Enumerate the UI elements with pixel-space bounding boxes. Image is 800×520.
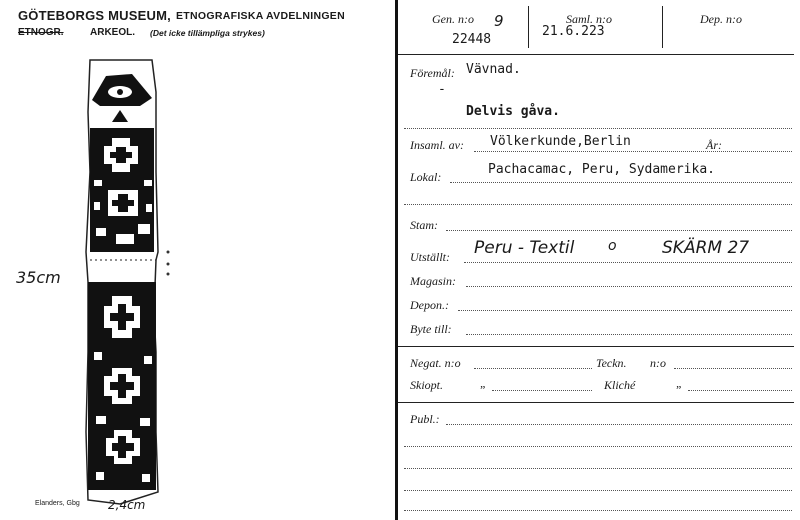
height-note: 35cm: [16, 268, 61, 287]
foremal-value: Vävnad.: [466, 62, 521, 77]
negat-label: Negat. n:o: [410, 356, 461, 370]
utstallt-label: Utställt:: [410, 250, 451, 264]
gen-suffix: 9: [494, 12, 504, 30]
gen-label: Gen. n:o: [432, 12, 474, 26]
gen-value: 22448: [452, 32, 492, 47]
lokal-value: Pachacamac, Peru, Sydamerika.: [488, 162, 715, 177]
utstallt-skarm: SKÄRM 27: [662, 238, 750, 258]
kliche-label: Kliché: [604, 378, 636, 392]
stam-label: Stam:: [410, 218, 438, 232]
saml-value: 21.6.223: [542, 24, 605, 39]
skiopt-quote: „: [480, 376, 487, 390]
teckn-label: Teckn.: [596, 356, 627, 370]
box-divider-1: [528, 6, 529, 48]
depon-label: Depon.:: [410, 298, 449, 312]
skiopt-label: Skiopt.: [410, 378, 443, 392]
insaml-value: Völkerkunde,Berlin: [490, 134, 631, 149]
insaml-label: Insaml. av:: [410, 138, 464, 152]
dep-label: Dep. n:o: [700, 12, 742, 26]
header-rule: [398, 54, 794, 55]
gava-value: Delvis gåva.: [466, 104, 560, 119]
box-divider-2: [662, 6, 663, 48]
crossed-out-etnogr: ETNOGR.: [18, 27, 64, 38]
strike-note: (Det icke tillämpliga strykes): [150, 28, 265, 38]
department-name: ETNOGRAFISKA AVDELNINGEN: [176, 10, 345, 22]
saml-label: Saml. n:o: [566, 12, 612, 26]
foremal-label: Föremål:: [410, 66, 455, 80]
foremal-dash: -: [438, 82, 446, 97]
section-rule: [398, 346, 794, 347]
kliche-quote: „: [676, 376, 683, 390]
museum-name: GÖTEBORGS MUSEUM,: [18, 8, 171, 23]
publ-rule: [398, 402, 794, 403]
card-divider: [395, 0, 398, 520]
byte-label: Byte till:: [410, 322, 452, 336]
printer-mark: Elanders, Gbg: [35, 500, 80, 507]
teckn-no-label: n:o: [650, 356, 666, 370]
ar-label: År:: [706, 138, 722, 152]
utstallt-value: Peru - Textil: [474, 238, 575, 258]
width-note: 2,4cm: [108, 498, 146, 512]
publ-label: Publ.:: [410, 412, 440, 426]
arkeol-label: ARKEOL.: [90, 27, 135, 38]
utstallt-circle: o: [608, 238, 617, 254]
lokal-label: Lokal:: [410, 170, 442, 184]
magasin-label: Magasin:: [410, 274, 456, 288]
textile-drawing: [60, 52, 190, 512]
